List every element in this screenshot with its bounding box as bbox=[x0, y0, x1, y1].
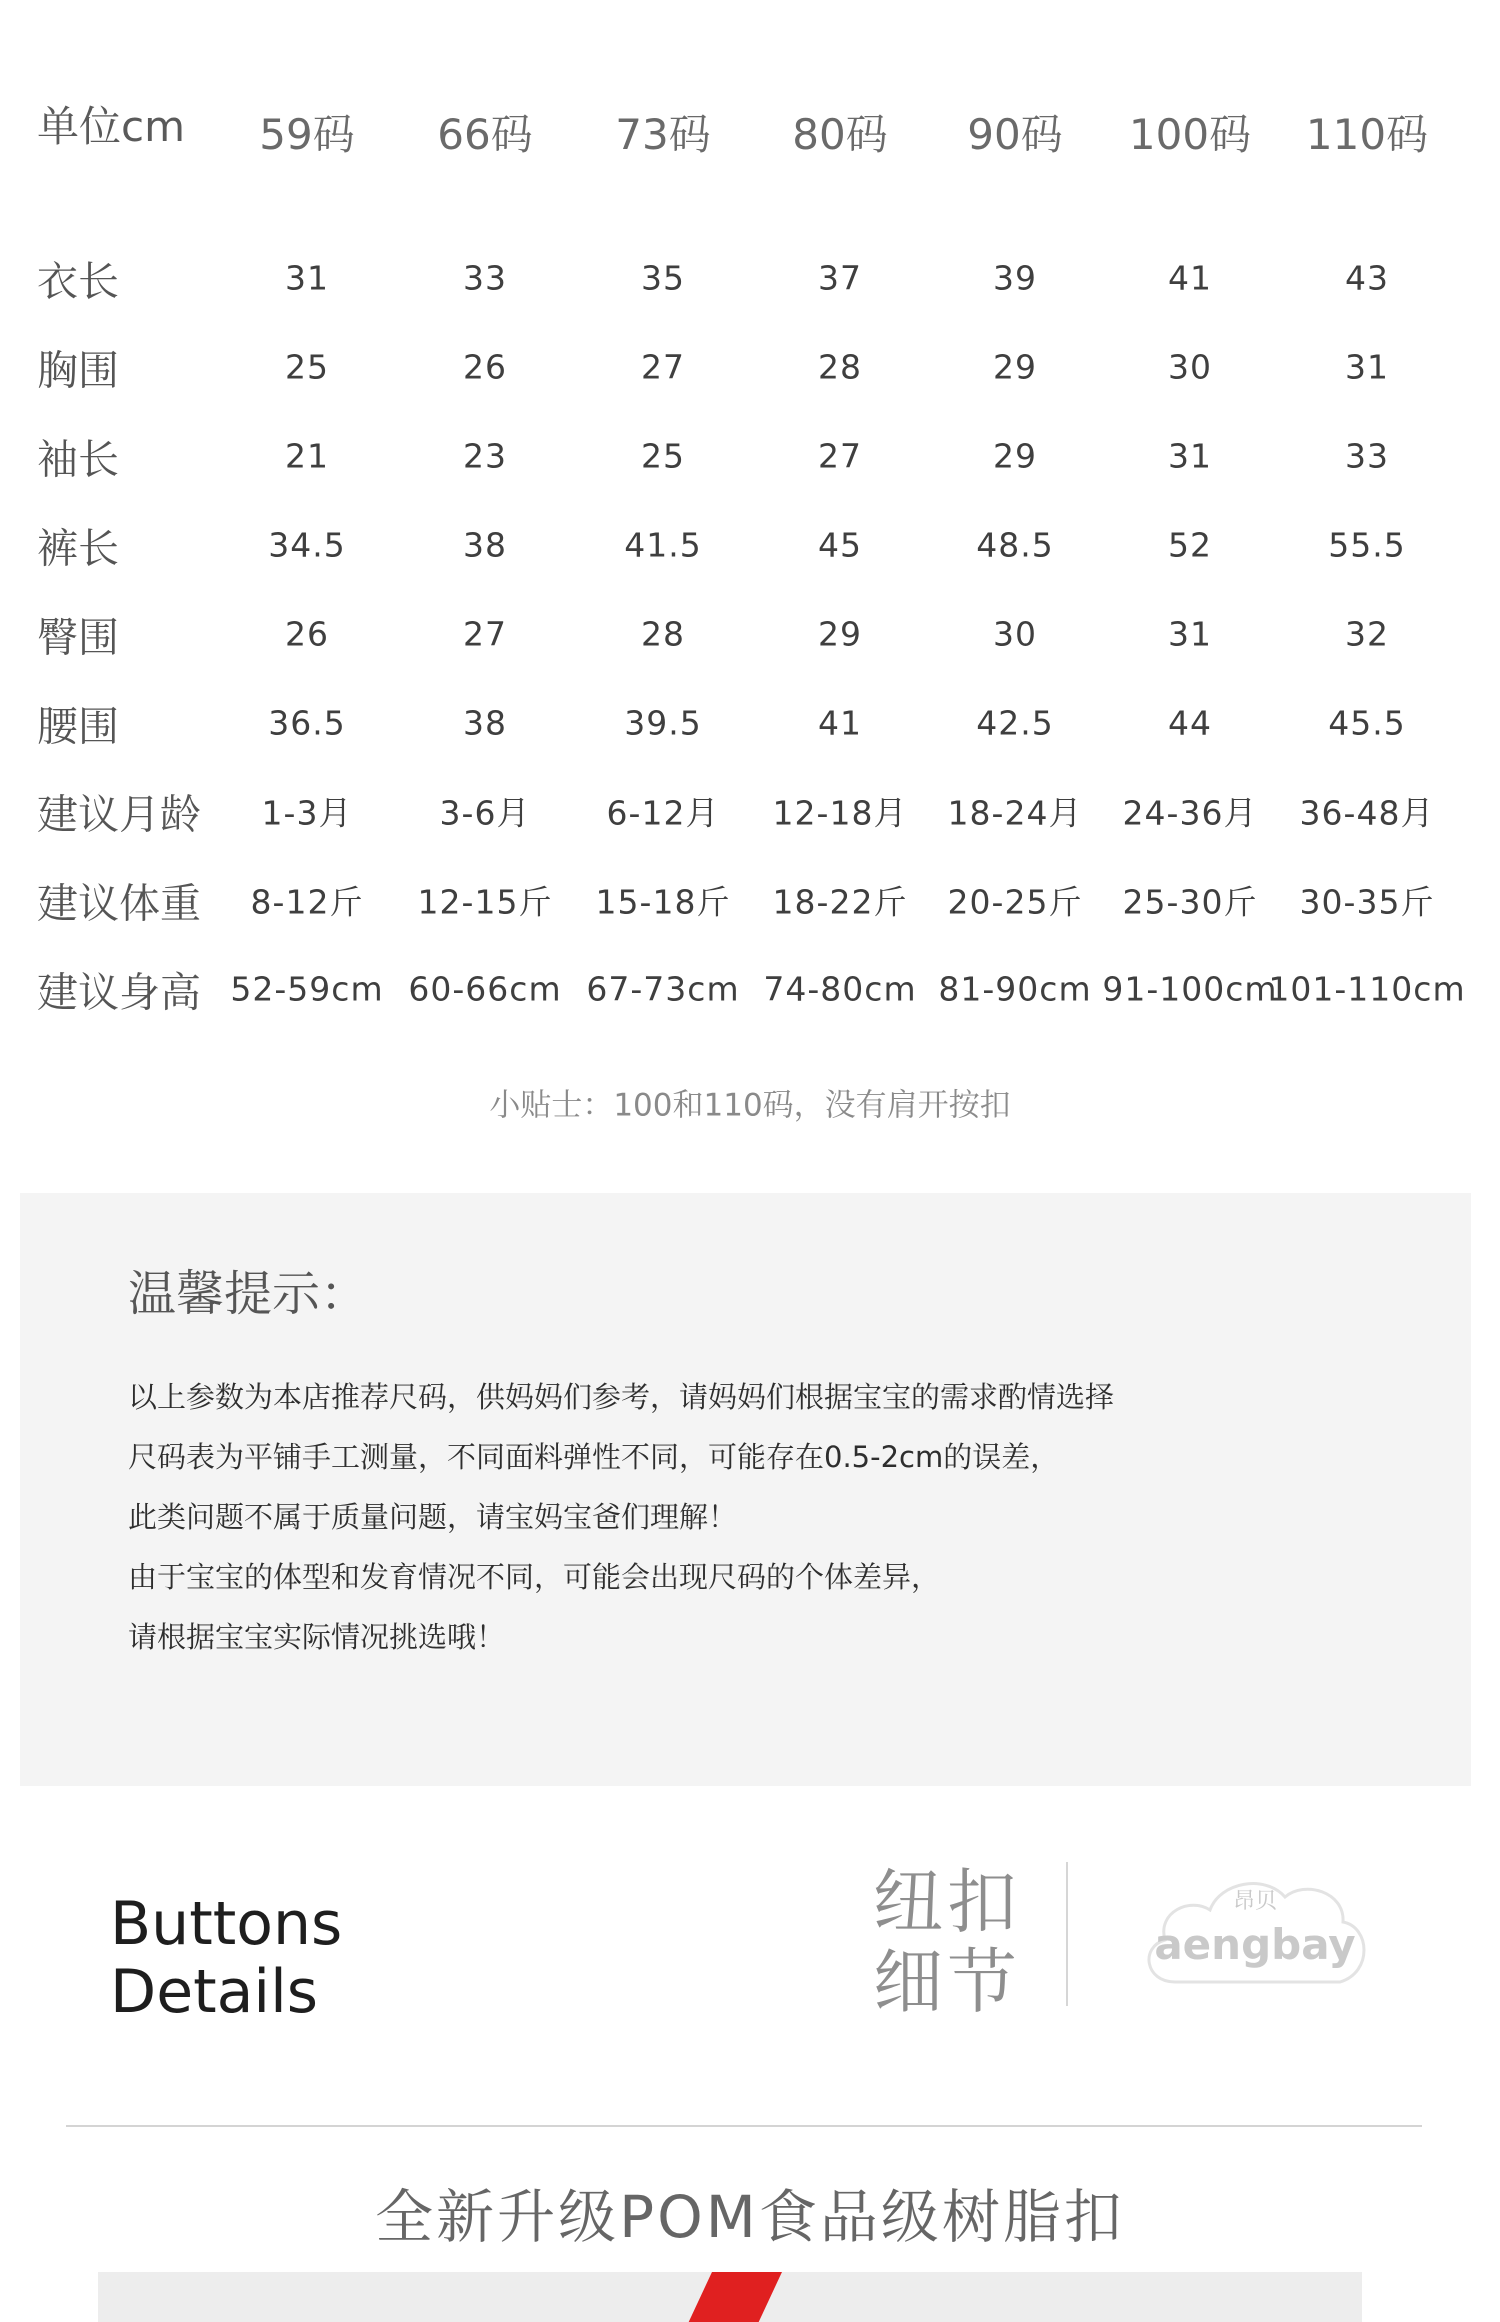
table-cell: 29 bbox=[993, 436, 1037, 476]
table-cell: 31 bbox=[1168, 614, 1212, 654]
table-cell: 38 bbox=[463, 525, 507, 565]
size-header: 80码 bbox=[792, 110, 888, 159]
table-cell: 20-25斤 bbox=[947, 882, 1083, 922]
notice-line: 此类问题不属于质量问题，请宝妈宝爸们理解！ bbox=[128, 1500, 738, 1534]
table-cell: 33 bbox=[463, 258, 507, 298]
table-cell: 25-30斤 bbox=[1122, 882, 1258, 922]
notice-title: 温馨提示： bbox=[128, 1266, 369, 1322]
table-cell: 33 bbox=[1345, 436, 1389, 476]
table-cell: 48.5 bbox=[976, 525, 1054, 565]
table-cell: 39.5 bbox=[624, 703, 702, 743]
table-cell: 101-110cm bbox=[1268, 969, 1466, 1009]
pom-title: 全新升级POM食品级树脂扣 bbox=[375, 2183, 1125, 2251]
row-label: 腰围 bbox=[37, 702, 119, 751]
table-cell: 15-18斤 bbox=[595, 882, 731, 922]
table-cell: 6-12月 bbox=[606, 793, 720, 833]
table-cell: 27 bbox=[818, 436, 862, 476]
table-cell: 25 bbox=[285, 347, 329, 387]
size-header: 110码 bbox=[1305, 110, 1429, 159]
table-cell: 30-35斤 bbox=[1299, 882, 1435, 922]
brand-logo bbox=[1135, 1862, 1375, 2012]
row-label: 建议体重 bbox=[37, 879, 201, 928]
table-cell: 52-59cm bbox=[230, 969, 384, 1009]
table-cell: 18-22斤 bbox=[772, 882, 908, 922]
table-cell: 42.5 bbox=[976, 703, 1054, 743]
table-cell: 31 bbox=[285, 258, 329, 298]
table-cell: 43 bbox=[1345, 258, 1389, 298]
table-cell: 52 bbox=[1168, 525, 1212, 565]
table-cell: 21 bbox=[285, 436, 329, 476]
table-cell: 31 bbox=[1345, 347, 1389, 387]
table-cell: 67-73cm bbox=[586, 969, 740, 1009]
notice-box bbox=[20, 1193, 1471, 1786]
table-cell: 41.5 bbox=[624, 525, 702, 565]
size-header: 66码 bbox=[437, 110, 533, 159]
photo-red-accent bbox=[684, 2272, 782, 2322]
table-cell: 41 bbox=[818, 703, 862, 743]
row-label: 建议身高 bbox=[37, 968, 201, 1017]
table-cell: 27 bbox=[463, 614, 507, 654]
table-cell: 18-24月 bbox=[947, 793, 1083, 833]
buttons-details-en-line1: Buttons bbox=[110, 1889, 343, 1959]
size-table bbox=[0, 0, 1500, 1020]
table-cell: 36.5 bbox=[268, 703, 346, 743]
logo-top-text: 昂贝 bbox=[1232, 1889, 1277, 1914]
notice-line: 以上参数为本店推荐尺码，供妈妈们参考，请妈妈们根据宝宝的需求酌情选择 bbox=[128, 1380, 1115, 1414]
table-cell: 30 bbox=[1168, 347, 1212, 387]
table-cell: 3-6月 bbox=[439, 793, 531, 833]
table-cell: 45.5 bbox=[1328, 703, 1406, 743]
product-photo bbox=[98, 2272, 1362, 2322]
table-cell: 1-3月 bbox=[261, 793, 353, 833]
table-cell: 37 bbox=[818, 258, 862, 298]
table-cell: 12-18月 bbox=[772, 793, 908, 833]
table-cell: 27 bbox=[641, 347, 685, 387]
table-cell: 24-36月 bbox=[1122, 793, 1258, 833]
table-cell: 41 bbox=[1168, 258, 1212, 298]
table-cell: 12-15斤 bbox=[417, 882, 553, 922]
table-cell: 45 bbox=[818, 525, 862, 565]
buttons-details-cn-line2: 细节 bbox=[873, 1941, 1021, 2023]
table-cell: 8-12斤 bbox=[250, 882, 364, 922]
size-header: 100码 bbox=[1128, 110, 1252, 159]
buttons-details-heading bbox=[110, 1890, 342, 2026]
table-cell: 38 bbox=[463, 703, 507, 743]
table-cell: 91-100cm bbox=[1102, 969, 1278, 1009]
row-label: 建议月龄 bbox=[37, 790, 201, 839]
notice-line: 请根据宝宝实际情况挑选哦！ bbox=[128, 1620, 506, 1654]
table-cell: 25 bbox=[641, 436, 685, 476]
table-cell: 28 bbox=[818, 347, 862, 387]
section-divider bbox=[66, 2125, 1422, 2127]
table-cell: 81-90cm bbox=[938, 969, 1092, 1009]
unit-label: 单位cm bbox=[37, 102, 186, 151]
row-label: 裤长 bbox=[37, 524, 119, 573]
table-cell: 60-66cm bbox=[408, 969, 562, 1009]
row-label: 袖长 bbox=[37, 435, 119, 484]
buttons-details-cn bbox=[873, 1862, 1021, 2022]
vertical-divider bbox=[1066, 1862, 1068, 2006]
table-cell: 31 bbox=[1168, 436, 1212, 476]
table-cell: 35 bbox=[641, 258, 685, 298]
table-cell: 55.5 bbox=[1328, 525, 1406, 565]
row-label: 臀围 bbox=[37, 613, 119, 662]
logo-text: aengbay bbox=[1154, 1920, 1356, 1969]
table-cell: 44 bbox=[1168, 703, 1212, 743]
table-cell: 28 bbox=[641, 614, 685, 654]
table-cell: 29 bbox=[818, 614, 862, 654]
notice-line: 由于宝宝的体型和发育情况不同，可能会出现尺码的个体差异， bbox=[128, 1560, 941, 1594]
table-cell: 39 bbox=[993, 258, 1037, 298]
table-cell: 36-48月 bbox=[1299, 793, 1435, 833]
table-cell: 30 bbox=[993, 614, 1037, 654]
table-cell: 26 bbox=[463, 347, 507, 387]
buttons-details-cn-line1: 纽扣 bbox=[873, 1861, 1021, 1943]
table-cell: 29 bbox=[993, 347, 1037, 387]
table-cell: 32 bbox=[1345, 614, 1389, 654]
size-header: 90码 bbox=[967, 110, 1063, 159]
row-label: 衣长 bbox=[37, 257, 119, 306]
size-header: 59码 bbox=[259, 110, 355, 159]
table-cell: 23 bbox=[463, 436, 507, 476]
size-header: 73码 bbox=[615, 110, 711, 159]
row-label: 胸围 bbox=[37, 346, 119, 395]
table-cell: 34.5 bbox=[268, 525, 346, 565]
table-cell: 74-80cm bbox=[763, 969, 917, 1009]
buttons-details-en-line2: Details bbox=[110, 1957, 319, 2027]
size-tip: 小贴士：100和110码，没有肩开按扣 bbox=[489, 1087, 1011, 1124]
table-cell: 26 bbox=[285, 614, 329, 654]
notice-line: 尺码表为平铺手工测量，不同面料弹性不同，可能存在0.5-2cm的误差， bbox=[128, 1440, 1060, 1474]
